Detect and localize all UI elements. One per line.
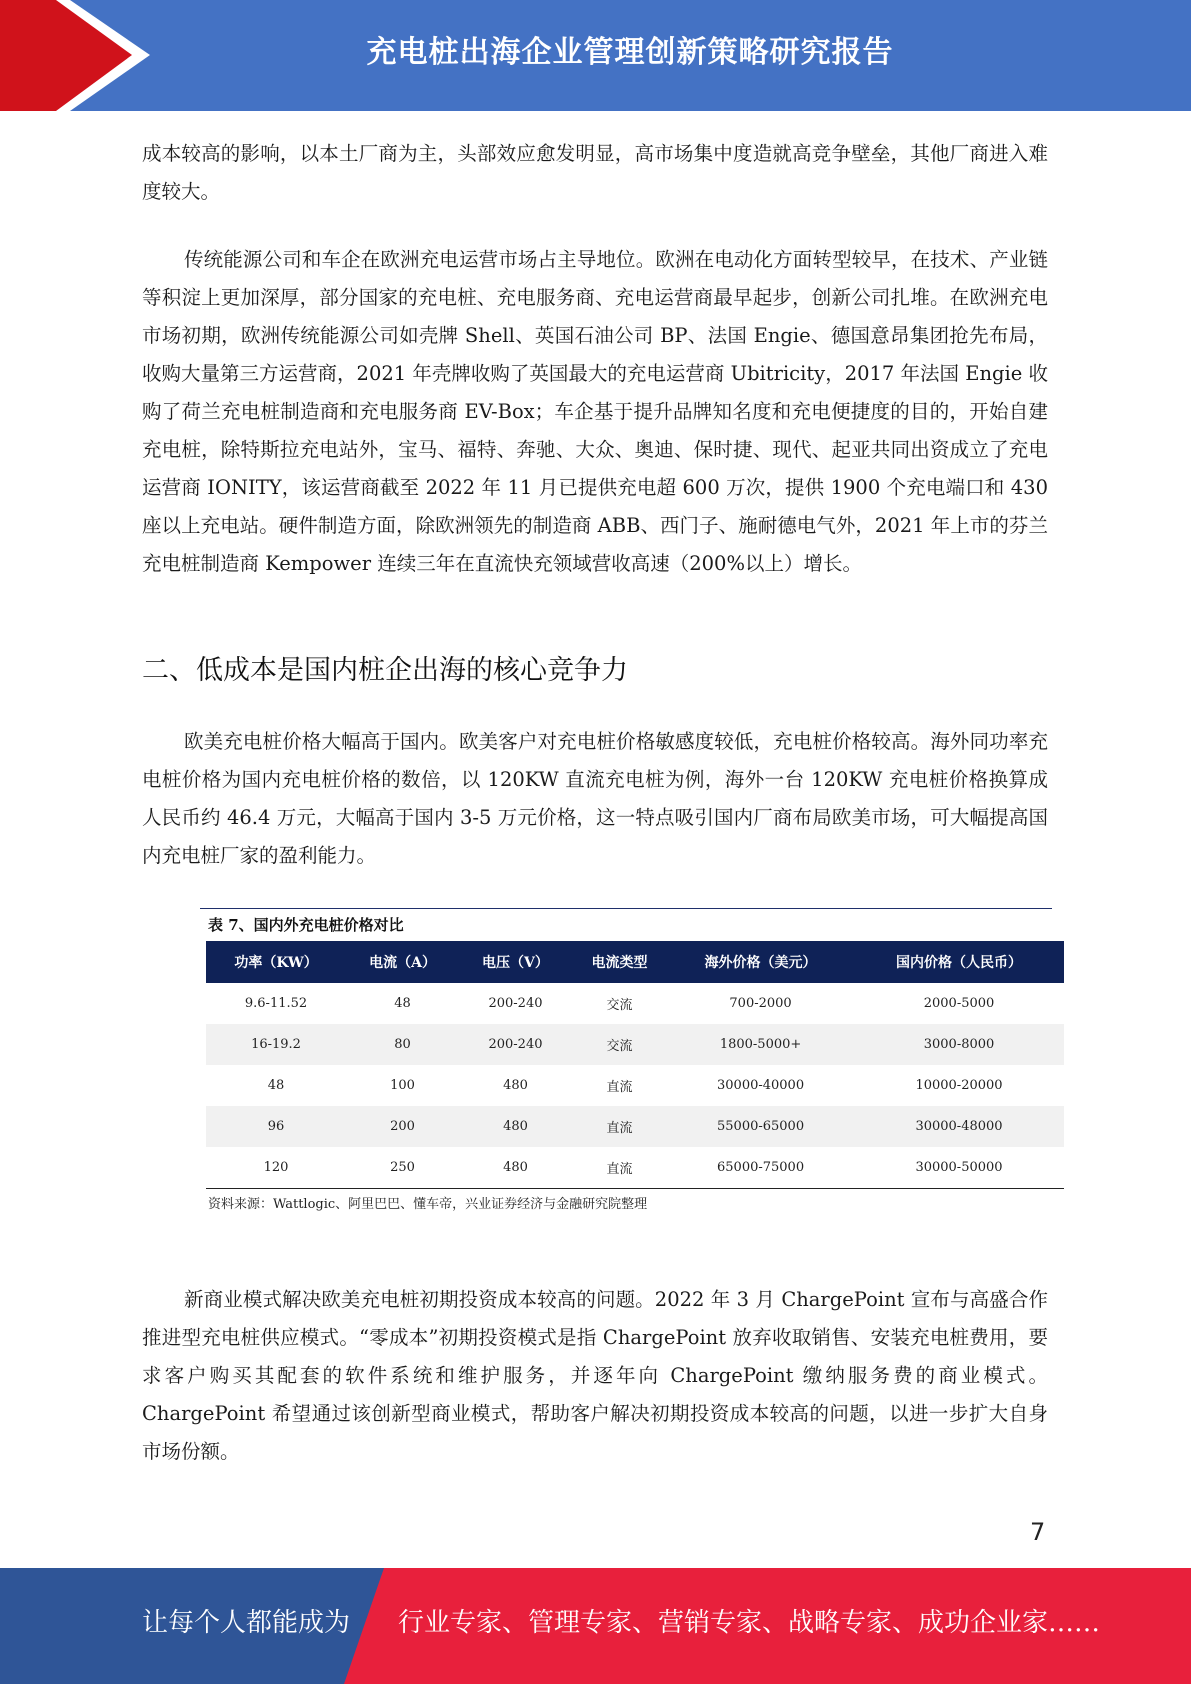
table-cell: 48 xyxy=(267,1078,285,1093)
table-cell: 80 xyxy=(346,1024,459,1065)
paragraph-price-gap: 欧美充电桩价格大幅高于国内。欧美客户对充电桩价格敏感度较低，充电桩价格较高。海外同功率充电桩价格为国内充电桩价格的数倍，以 120KW 直流充电桩为例，海外一台 120KW 充电桩价格换算成人民币约 46.4 万元，大幅高于国内 3-5 万元价格，这一特点吸引国内厂商布局欧美市场，可大幅提高国内充电桩厂家的盈利能力。 xyxy=(142,730,1048,867)
column-header-power: 功率（KW） xyxy=(206,941,346,983)
table-cell: 30000-40000 xyxy=(717,1078,805,1093)
table-cell: 100 xyxy=(390,1078,415,1093)
section-heading: 二、低成本是国内桩企出海的核心竞争力 xyxy=(142,655,628,686)
paragraph-europe-market: 传统能源公司和车企在欧洲充电运营市场占主导地位。欧洲在电动化方面转型较早，在技术、产业链等积淀上更加深厚，部分国家的充电桩、充电服务商、充电运营商最早起步，创新公司扎堆。在欧洲充电市场初期，欧洲传统能源公司如壳牌 Shell、英国石油公司 BP、法国 Engie、德国意昂集团抢先布局，收购大量第三方运营商，2021 年壳牌收购了英国最大的充电运营商 Ubitricity，2017 年法国 Engie 收购了荷兰充电桩制造商和充电服务商 EV-Box；车企基于提升品牌知名度和充电便捷度的目的，开始自建充电桩，除特斯拉充电站外，宝马、福特、奔驰、大众、奥迪、保时捷、现代、起亚共同出资成立了充电运营商 IONITY，该运营商截至 2022 年 11 月已提供充电超 600 万次，提供 1900 个充电端口和 430 座以上充电站。硬件制造方面，除欧洲领先的制造商 ABB、西门子、施耐德电气外，2021 年上市的芬兰充电桩制造商 Kempower 连续三年在直流快充领域营收高速（200%以上）增长。 xyxy=(142,248,1048,575)
table-cell: 480 xyxy=(459,1147,572,1189)
column-header-current: 电流（A） xyxy=(346,941,459,983)
price-comparison-table-block xyxy=(200,908,1066,1212)
table-cell: 120 xyxy=(206,1147,346,1189)
table-cell: 65000-75000 xyxy=(667,1147,854,1189)
table-row xyxy=(206,1147,1064,1189)
table-cell: 700-2000 xyxy=(729,996,792,1011)
table-cell: 直流 xyxy=(572,1106,667,1147)
table-cell: 55000-65000 xyxy=(667,1106,854,1147)
footer-slogan-right: 行业专家、管理专家、营销专家、战略专家、成功企业家…… xyxy=(398,1608,1101,1638)
paragraph-intro: 成本较高的影响，以本土厂商为主，头部效应愈发明显，高市场集中度造就高竞争壁垒，其他厂商进入难度较大。 xyxy=(142,142,1048,203)
table-cell: 2000-5000 xyxy=(923,996,995,1011)
table-cell: 10000-20000 xyxy=(915,1078,1003,1093)
table-header-row xyxy=(206,941,1064,983)
table-cell: 30000-50000 xyxy=(854,1147,1064,1189)
table-row xyxy=(206,983,1064,1024)
column-header-current-type: 电流类型 xyxy=(572,941,667,983)
column-header-domestic-price: 国内价格（人民币） xyxy=(854,941,1064,983)
table-cell: 200-240 xyxy=(488,996,543,1011)
paragraph-business-model: 新商业模式解决欧美充电桩初期投资成本较高的问题。2022 年 3 月 ChargePoint 宣布与高盛合作推进型充电桩供应模式。“零成本”初期投资模式是指 ChargePoint 放弃收取销售、安装充电桩费用，要求客户购买其配套的软件系统和维护服务，并逐年向 ChargePoint 缴纳服务费的商业模式。ChargePoint 希望通过该创新型商业模式，帮助客户解决初期投资成本较高的问题，以进一步扩大自身市场份额。 xyxy=(142,1288,1048,1463)
table-cell: 3000-8000 xyxy=(854,1024,1064,1065)
table-cell: 直流 xyxy=(572,1147,667,1189)
table-source-note: 资料来源：Wattlogic、阿里巴巴、懂车帝，兴业证券经济与金融研究院整理 xyxy=(208,1197,648,1212)
column-header-voltage: 电压（V） xyxy=(459,941,572,983)
price-comparison-table xyxy=(206,941,1064,1189)
table-cell: 16-19.2 xyxy=(206,1024,346,1065)
table-row xyxy=(206,1106,1064,1147)
table-cell: 交流 xyxy=(572,1024,667,1065)
table-cell: 48 xyxy=(394,996,411,1011)
table-cell: 250 xyxy=(346,1147,459,1189)
table-row xyxy=(206,1065,1064,1106)
table-cell: 9.6-11.52 xyxy=(244,996,308,1011)
table-cell: 200-240 xyxy=(459,1024,572,1065)
report-title: 充电桩出海企业管理创新策略研究报告 xyxy=(366,35,894,70)
table-cell: 1800-5000+ xyxy=(667,1024,854,1065)
table-top-rule xyxy=(200,908,1052,909)
table-cell: 480 xyxy=(503,1078,528,1093)
page-header xyxy=(0,0,1191,111)
table-cell: 200 xyxy=(346,1106,459,1147)
table-caption: 表 7、国内外充电桩价格对比 xyxy=(208,916,404,934)
table-cell: 交流 xyxy=(606,998,633,1013)
table-cell: 480 xyxy=(459,1106,572,1147)
table-cell: 96 xyxy=(206,1106,346,1147)
table-row xyxy=(206,1024,1064,1065)
page-footer xyxy=(0,1568,1191,1684)
table-cell: 30000-48000 xyxy=(854,1106,1064,1147)
page-number: 7 xyxy=(1030,1518,1046,1546)
column-header-overseas-price: 海外价格（美元） xyxy=(667,941,854,983)
footer-slogan-left: 让每个人都能成为 xyxy=(142,1608,351,1638)
table-cell: 直流 xyxy=(606,1080,633,1095)
